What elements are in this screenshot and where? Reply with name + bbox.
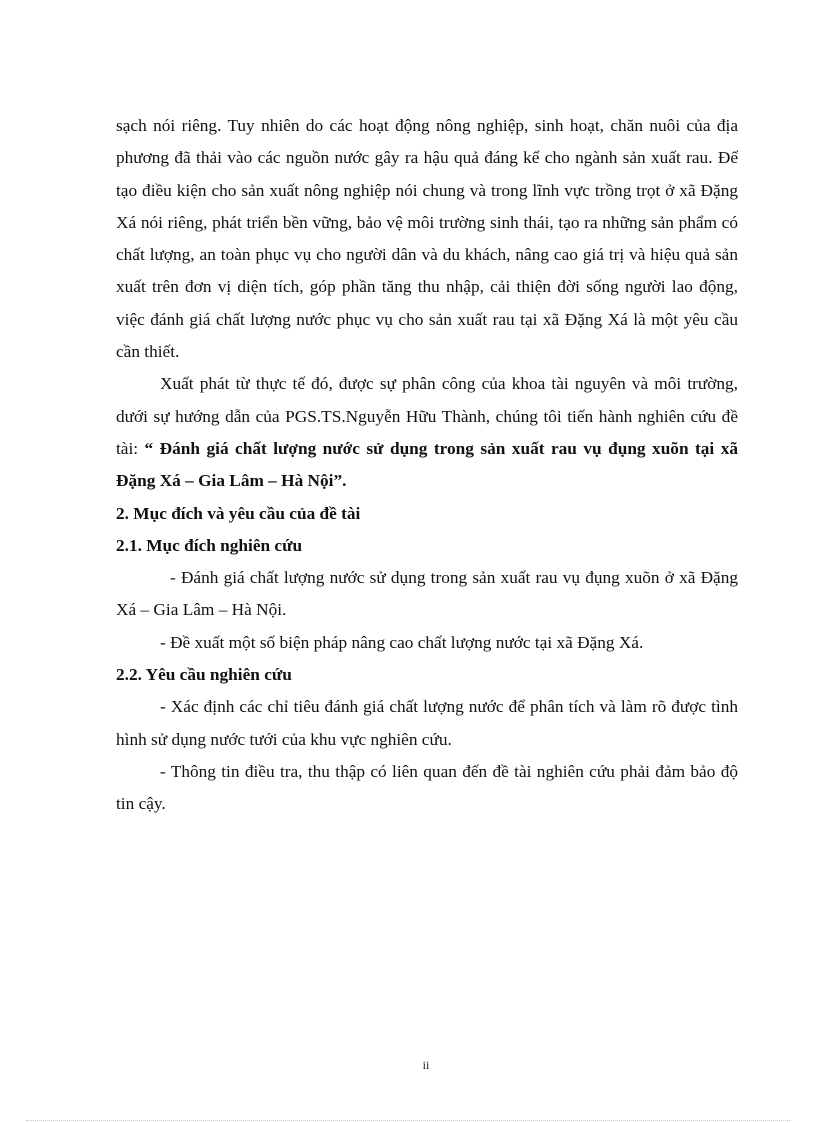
document-body [116,110,738,821]
purpose-item-1: - Đánh giá chất lượng nước sử dụng trong sản xuất rau vụ đụng xuõn ở xã Đặng Xá – Gia Lâm – Hà Nội. [116,568,738,620]
requirement-item-1: - Xác định các chỉ tiêu đánh giá chất lượng nước để phân tích và làm rõ được tình hình sử dụng nước tưới của khu vực nghiên cứu. [116,697,738,749]
requirement-item-2: - Thông tin điều tra, thu thập có liên quan đến đề tài nghiên cứu phải đảm bảo độ tin cậy. [116,761,738,814]
heading-section-2-1: 2.1. Mục đích nghiên cứu [116,535,303,555]
heading-section-2-2: 2.2. Yêu cầu nghiên cứu [116,665,292,685]
page-bottom-divider [26,1120,790,1121]
paragraph-research-topic [116,368,738,497]
page-number: ii [422,1058,430,1072]
heading-section-2: 2. Mục đích và yêu cầu của đề tài [116,503,361,523]
purpose-item-2: - Đề xuất một số biện pháp nâng cao chất lượng nước tại xã Đặng Xá. [160,632,644,652]
research-topic-title: “ Đánh giá chất lượng nước sử dụng trong sản xuất rau vụ đụng xuõn tại xã Đặng Xá – Gia Lâm – Hà Nội”. [116,438,738,491]
paragraph-context: sạch nói riêng. Tuy nhiên do các hoạt động nông nghiệp, sinh hoạt, chăn nuôi của địa phương đã thải vào các nguồn nước gây ra hậu quả đáng kể cho ngành sản xuất rau. Để tạo điều kiện cho sản xuất nông nghiệp nói chung và trong lĩnh vực trồng trọt ở xã Đặng Xá nói riêng, phát triển bền vững, bảo vệ môi trường sinh thái, tạo ra những sản phẩm có chất lượng, an toàn phục vụ cho người dân và du khách, nâng cao giá trị và hiệu quả sản xuất trên đơn vị diện tích, góp phần tăng thu nhập, cải thiện đời sống người lao động, việc đánh giá chất lượng nước phục vụ cho sản xuất rau tại xã Đặng Xá là một yêu cầu cần thiết. [116,116,738,362]
paragraph-research-intro: Xuất phát từ thực tế đó, được sự phân công của khoa tài nguyên và môi trường, dưới sự hướng dẫn của PGS.TS.Nguyễn Hữu Thành, chúng tôi tiến hành nghiên cứu đề tài: [116,374,738,458]
